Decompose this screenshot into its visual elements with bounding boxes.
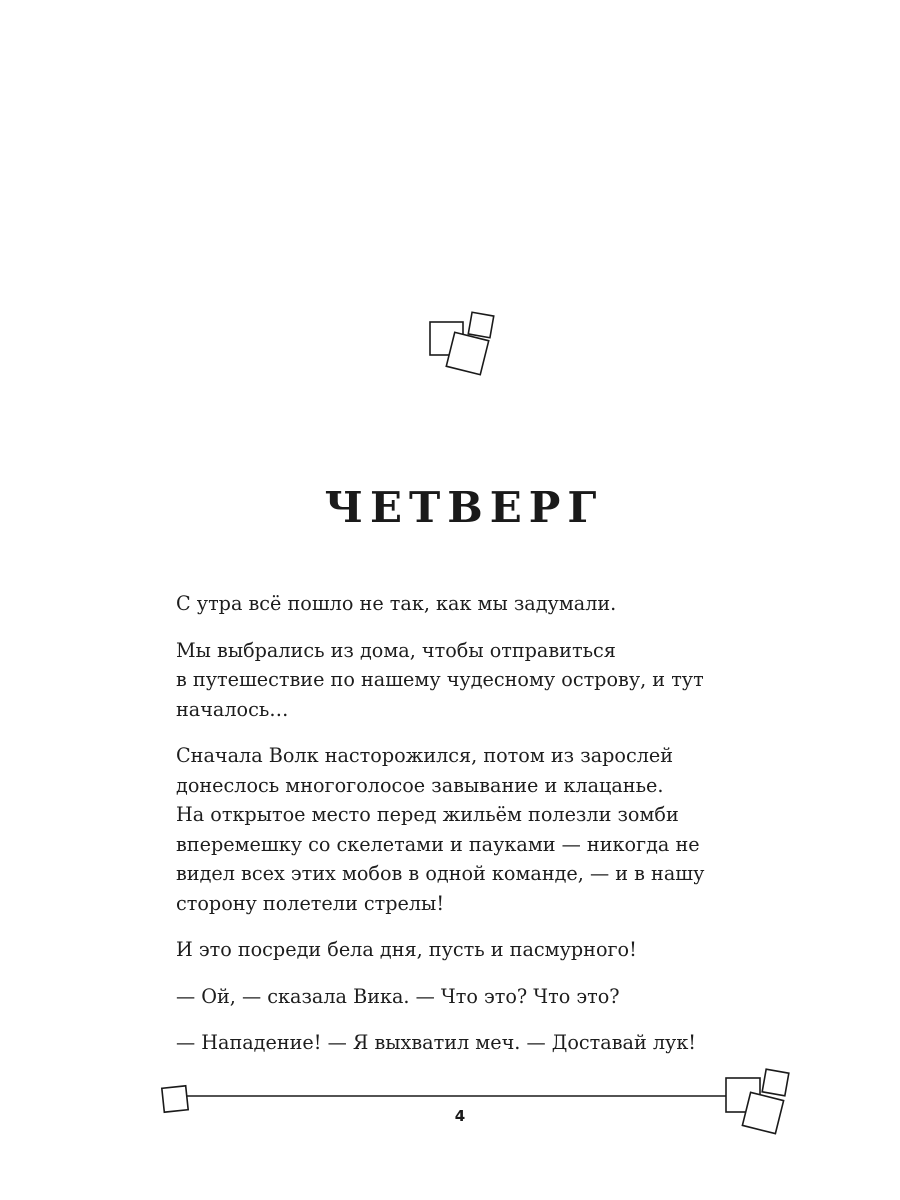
text-line: На открытое место перед жильём полезли зомби [176,803,679,826]
text-line: — Ой, — сказала Вика. — Что это? Что это? [176,984,620,1008]
text-line: донеслось многоголосое завывание и клацанье. [176,773,664,797]
text-line: видел всех этих мобов в одной команде, — и в нашу [176,862,705,885]
footer-divider [150,1066,800,1138]
text-line: — Нападение! — Я выхватил меч. — Доставай лук! [176,1031,697,1054]
text-line: С утра всё пошло не так, как мы задумали. [176,592,617,615]
paragraph [176,935,736,965]
square-icon [162,1086,188,1112]
square-icon [762,1069,789,1096]
text-line: вперемешку со скелетами и пауками — никогда не [176,832,700,856]
text-line: в путешествие по нашему чудесному острову, и тут [176,668,704,691]
paragraph [176,636,736,725]
paragraph [176,589,736,619]
paragraph [176,741,736,918]
chapter-body [176,589,736,1075]
text-line: Мы выбрались из дома, чтобы отправиться [176,638,616,662]
text-line: И это посреди бела дня, пусть и пасмурного! [176,938,637,961]
text-line: сторону полетели стрелы! [176,891,445,915]
square-icon [742,1092,783,1133]
text-line: Сначала Волк насторожился, потом из зарослей [176,744,674,767]
paragraph [176,982,736,1012]
text-line: началось… [176,697,289,721]
chapter-title: ЧЕТВЕРГ [324,483,604,532]
page-number: 4 [454,1107,466,1125]
paragraph [176,1028,736,1058]
decorative-squares-icon [418,304,508,380]
